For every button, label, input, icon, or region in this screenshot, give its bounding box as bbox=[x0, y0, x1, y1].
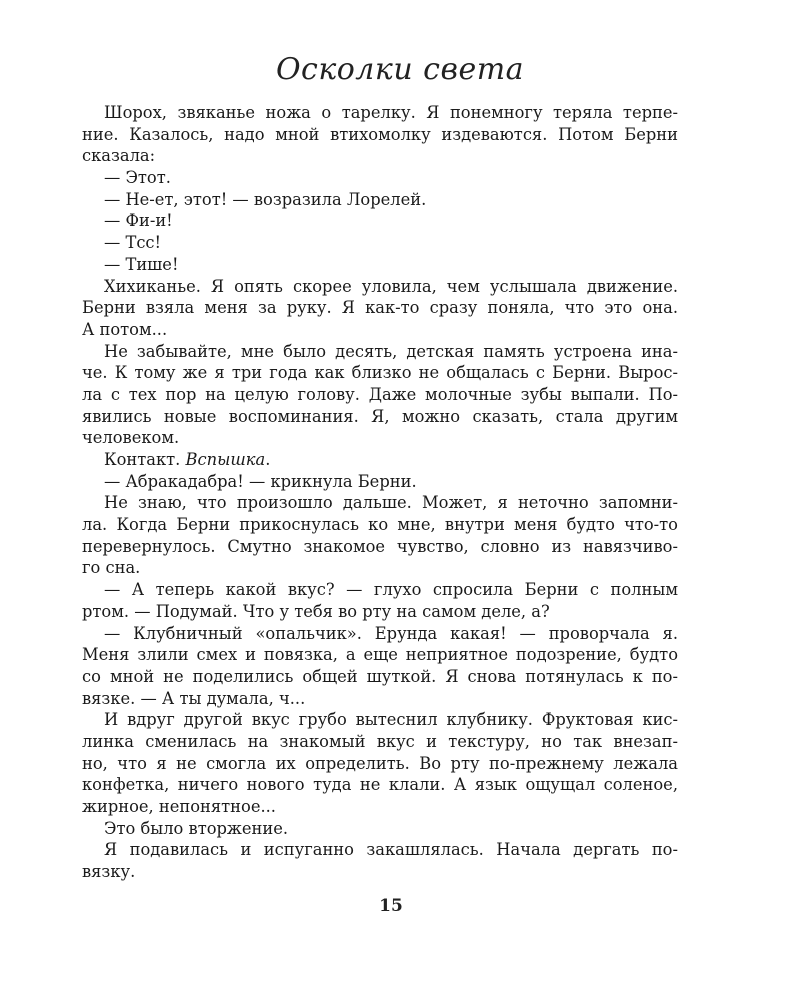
page-number: 15 bbox=[379, 896, 403, 916]
text-line: Я подавилась и испуганно закашлялась. Начала дергать по- bbox=[104, 840, 678, 860]
text-line: но, что я не смогла их определить. Во рту по-прежнему лежала bbox=[82, 753, 678, 773]
text-line: Берни взяла меня за руку. Я как-то сразу поняла, что это она. bbox=[82, 298, 678, 318]
text-line: ртом. — Подумай. Что у тебя во рту на самом деле, а? bbox=[82, 601, 550, 621]
text-line: Меня злили смех и повязка, а еще неприятное подозрение, будто bbox=[82, 645, 678, 665]
text-line: вязку. bbox=[82, 862, 136, 882]
text-line: Хихиканье. Я опять скорее уловила, чем услышала движение. bbox=[104, 276, 678, 296]
text-line: Контакт. Вспышка. bbox=[104, 450, 271, 469]
text-line: перевернулось. Смутно знакомое чувство, словно из навязчиво- bbox=[82, 536, 678, 556]
text-line: Это было вторжение. bbox=[104, 818, 289, 838]
text-line: че. К тому же я три года как близко не общалась с Берни. Вырос- bbox=[82, 363, 678, 383]
text-line: явились новые воспоминания. Я, можно сказать, стала другим bbox=[82, 406, 678, 426]
text-line: человеком. bbox=[82, 428, 180, 448]
text-line: И вдруг другой вкус грубо вытеснил клубнику. Фруктовая кис- bbox=[104, 710, 678, 730]
text-line: конфетка, ничего нового туда не клали. А язык ощущал соленое, bbox=[82, 775, 678, 795]
text-line: — Тсс! bbox=[104, 233, 162, 253]
body-text bbox=[82, 102, 678, 883]
text-line: вязке. — А ты думала, ч... bbox=[82, 688, 306, 708]
text-line: — Тише! bbox=[104, 254, 179, 274]
text-line: — А теперь какой вкус? — глухо спросила Берни с полным bbox=[104, 580, 678, 600]
text-line: А потом... bbox=[82, 319, 168, 339]
text-line: — Фи-и! bbox=[104, 211, 173, 231]
text-line: Не знаю, что произошло дальше. Может, я неточно запомни- bbox=[104, 493, 678, 513]
text-line: го сна. bbox=[82, 558, 141, 578]
text-line: — Этот. bbox=[104, 168, 171, 188]
text-line: сказала: bbox=[82, 146, 156, 166]
text-line: со мной не поделились общей шуткой. Я снова потянулась к по- bbox=[82, 666, 678, 686]
text-line: Шорох, звяканье ножа о тарелку. Я понемногу теряла терпе- bbox=[104, 103, 678, 122]
text-line: линка сменилась на знакомый вкус и текстуру, но так внезап- bbox=[82, 731, 678, 751]
text-line: жирное, непонятное... bbox=[82, 797, 276, 816]
text-line: ла с тех пор на целую голову. Даже молочные зубы выпали. По- bbox=[82, 384, 678, 404]
running-header-title: Осколки света bbox=[275, 52, 525, 87]
text-line: — Абракадабра! — крикнула Берни. bbox=[104, 471, 417, 491]
text-line: ла. Когда Берни прикоснулась ко мне, внутри меня будто что-то bbox=[82, 515, 678, 535]
text-line: Не забывайте, мне было десять, детская память устроена ина- bbox=[104, 341, 678, 361]
text-line: — Не-ет, этот! — возразила Лорелей. bbox=[104, 189, 427, 209]
text-line: ние. Казалось, надо мной втихомолку издеваются. Потом Берни bbox=[82, 124, 678, 144]
text-line: — Клубничный «опальчик». Ерунда какая! — проворчала я. bbox=[104, 623, 678, 643]
